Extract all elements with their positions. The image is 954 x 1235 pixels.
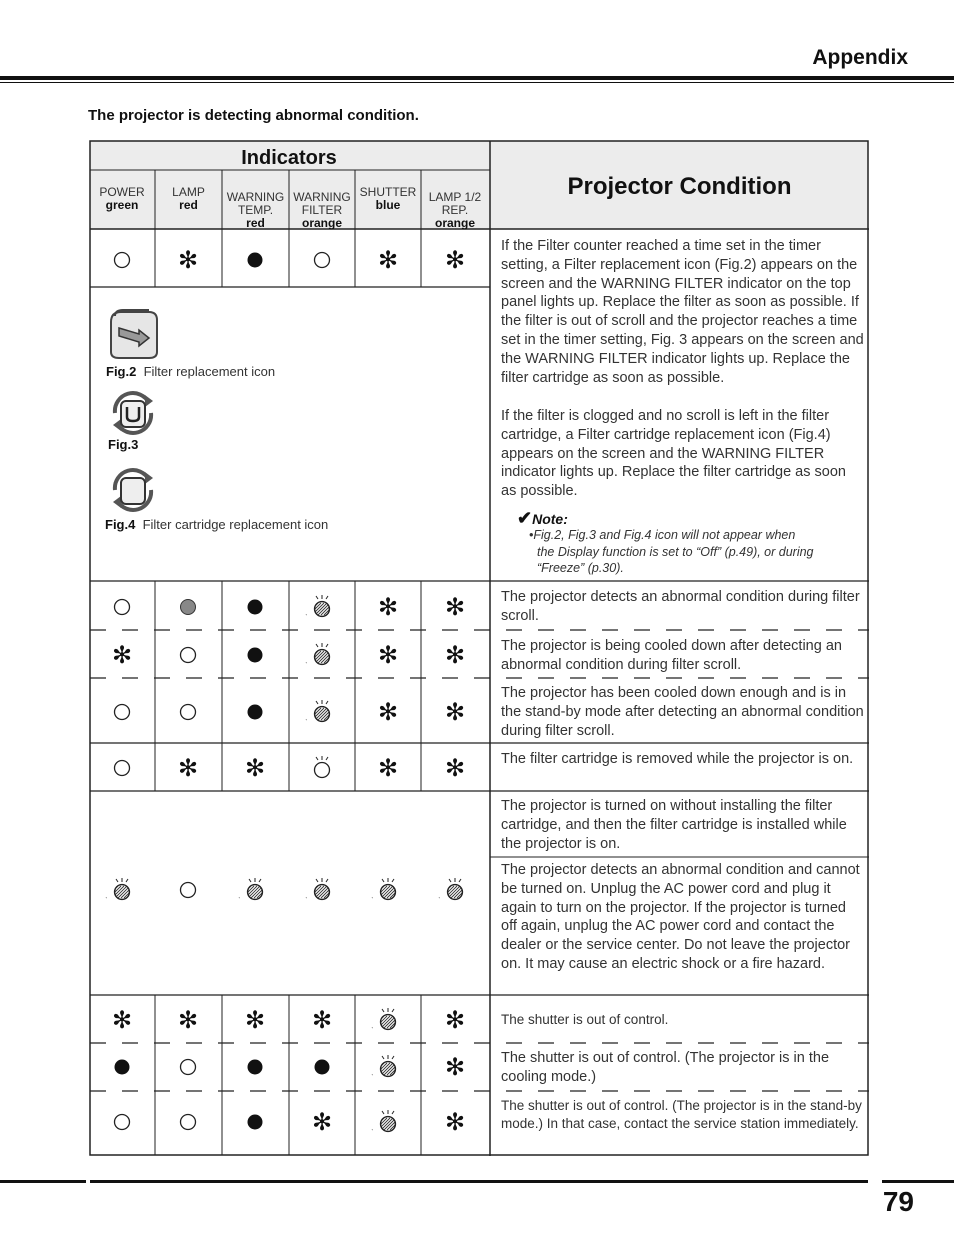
column-name: POWER [99, 185, 145, 199]
indicator-any-icon: ✻ [444, 754, 466, 782]
fig4-caption: Filter cartridge replacement icon [142, 517, 329, 532]
fig3-number: Fig.3 [108, 437, 139, 452]
condition-text-shutter: The shutter is out of control. [501, 1012, 669, 1027]
column-header-warning-temp [222, 178, 289, 243]
indicator-any-icon: ✻ [377, 593, 399, 621]
header-rule [0, 76, 954, 80]
indicator-off-icon [115, 761, 130, 776]
indicator-blink-off-icon [315, 763, 330, 778]
indicator-on-icon [315, 1060, 330, 1075]
condition-text-cannot-turn-on: The projector detects an abnormal condition and cannot be turned on. Unplug the AC power cord and plug it again to turn on the projector. If the projector is turned off again, unplug the AC power cord and contact the dealer or the service center. Do not leave the projector on. It may cause an electric shock or a fire hazard. [501, 862, 860, 972]
indicator-any-icon: ✻ [244, 1006, 266, 1034]
indicator-table [89, 140, 869, 1156]
page-number: 79 [882, 1186, 914, 1217]
indicator-off-icon [115, 705, 130, 720]
indicator-on-icon [115, 1060, 130, 1075]
condition-text-shutter-standby: The shutter is out of control. (The projector is in the stand-by mode.) In that case, contact the service station immediately. [501, 1098, 862, 1131]
indicator-on-icon [248, 1060, 263, 1075]
column-color: red [179, 198, 198, 212]
section-title: Appendix [812, 46, 908, 69]
indicator-off-icon [115, 253, 130, 268]
indicator-dim-icon [181, 600, 196, 615]
indicator-any-icon: ✻ [377, 641, 399, 669]
condition-text-cooling: The projector is being cooled down after detecting an abnormal condition during filter scroll. [501, 638, 842, 673]
note-heading-text: Note: [532, 511, 568, 527]
blink-ray [326, 757, 328, 760]
indicator-any-icon: ✻ [377, 698, 399, 726]
indicator-any-icon: ✻ [377, 754, 399, 782]
condition-text-cartridge-removed: The filter cartridge is removed while the projector is on. [501, 751, 854, 767]
indicator-any-icon: ✻ [444, 1108, 466, 1136]
check-icon: ✔ [517, 508, 533, 528]
condition-text-standby: The projector has been cooled down enough and is in the stand-by mode after detecting an abnormal condition during filter scroll. [501, 685, 864, 739]
indicators-heading: Indicators [241, 147, 337, 169]
indicator-any-icon: ✻ [177, 246, 199, 274]
indicator-on-icon [248, 1115, 263, 1130]
fig2-label [106, 364, 275, 379]
column-name: LAMP 1/2 REP. [428, 190, 482, 217]
filter-cartridge-replacement-icon [105, 462, 161, 518]
indicator-any-icon: ✻ [444, 698, 466, 726]
fig2-number: Fig.2 [106, 364, 137, 379]
column-name: LAMP [172, 185, 205, 199]
indicator-any-icon: ✻ [444, 593, 466, 621]
column-color: green [105, 198, 139, 212]
column-name: WARNING FILTER [293, 190, 351, 217]
indicator-any-icon: ✻ [444, 1006, 466, 1034]
filter-scroll-icon [105, 385, 161, 441]
fig4-label [105, 517, 328, 532]
column-color: red [246, 216, 265, 230]
filter-replacement-icon [105, 308, 161, 362]
page-subtitle: The projector is detecting abnormal condition. [88, 107, 419, 124]
indicator-off-icon [181, 1115, 196, 1130]
column-color: blue [375, 198, 401, 212]
indicator-off-icon [115, 1115, 130, 1130]
column-header-lamp-rep [421, 178, 489, 243]
indicator-any-icon: ✻ [311, 1006, 333, 1034]
note-line: •Fig.2, Fig.3 and Fig.4 icon will not appear when [529, 528, 796, 542]
indicator-any-icon: ✻ [244, 754, 266, 782]
indicator-off-icon [181, 1060, 196, 1075]
indicator-any-icon: ✻ [377, 246, 399, 274]
column-name: WARNING TEMP. [226, 190, 285, 217]
note-heading [517, 508, 568, 529]
column-header-power [89, 186, 155, 212]
indicator-off-icon [181, 648, 196, 663]
indicator-any-icon: ✻ [311, 1108, 333, 1136]
indicator-any-icon: ✻ [177, 1006, 199, 1034]
indicator-any-icon: ✻ [111, 1006, 133, 1034]
indicator-any-icon: ✻ [444, 1053, 466, 1081]
blink-ray [316, 757, 318, 760]
condition-text-no-cartridge: The projector is turned on without installing the filter cartridge, and then the filter cartridge is installed while the projector is on. [501, 798, 847, 852]
indicator-off-icon [115, 600, 130, 615]
indicator-any-icon: ✻ [444, 641, 466, 669]
column-header-shutter [355, 186, 421, 212]
column-name: SHUTTER [359, 185, 417, 199]
indicator-off-icon [181, 883, 196, 898]
indicator-on-icon [248, 705, 263, 720]
column-header-lamp [155, 186, 222, 212]
fig2-caption: Filter replacement icon [143, 364, 276, 379]
condition-text-shutter-cooling: The shutter is out of control. (The projector is in the cooling mode.) [501, 1050, 830, 1085]
column-header-warning-filter [289, 178, 355, 243]
indicator-any-icon: ✻ [177, 754, 199, 782]
indicator-any-icon: ✻ [444, 246, 466, 274]
indicator-on-icon [248, 600, 263, 615]
header-rule-thin [0, 82, 954, 83]
indicator-any-icon: ✻ [111, 641, 133, 669]
indicator-off-icon [315, 253, 330, 268]
indicator-off-icon [181, 705, 196, 720]
note-line: “Freeze” (p.30). [537, 561, 624, 575]
condition-text-filter-counter: If the Filter counter reached a time set in the timer setting, a Filter replacement icon (Fig.2) appears on the screen and the WARNING FILTER indicator on the top panel lights up. Replace the filter as soon as possible. If the filter is out of scroll and the projector reaches a time set in the timer setting, Fig. 3 appears on the screen and the WARNING FILTER indicator lights up. Replace the filter cartridge as soon as possible. [501, 238, 864, 386]
fig4-number: Fig.4 [105, 517, 136, 532]
indicator-on-icon [248, 253, 263, 268]
condition-text-filter-clogged: If the filter is clogged and no scroll is left in the filter cartridge, a Filter cartridge replacement icon (Fig.4) appears on the screen and the WARNING FILTER indicator lights up. Replace the filter cartridge as soon as possible. [501, 408, 846, 500]
column-color: orange [434, 216, 475, 230]
footer-rule-gap [868, 1176, 882, 1186]
condition-text-scroll-abnormal: The projector detects an abnormal condition during filter scroll. [501, 589, 860, 624]
note-text [529, 527, 859, 577]
column-color: orange [301, 216, 342, 230]
fig3-label [108, 437, 138, 452]
footer-rule [0, 1180, 954, 1183]
footer-rule-gap [86, 1176, 90, 1186]
note-line: the Display function is set to “Off” (p.49), or during [537, 544, 814, 559]
indicator-on-icon [248, 648, 263, 663]
condition-heading: Projector Condition [567, 173, 792, 200]
